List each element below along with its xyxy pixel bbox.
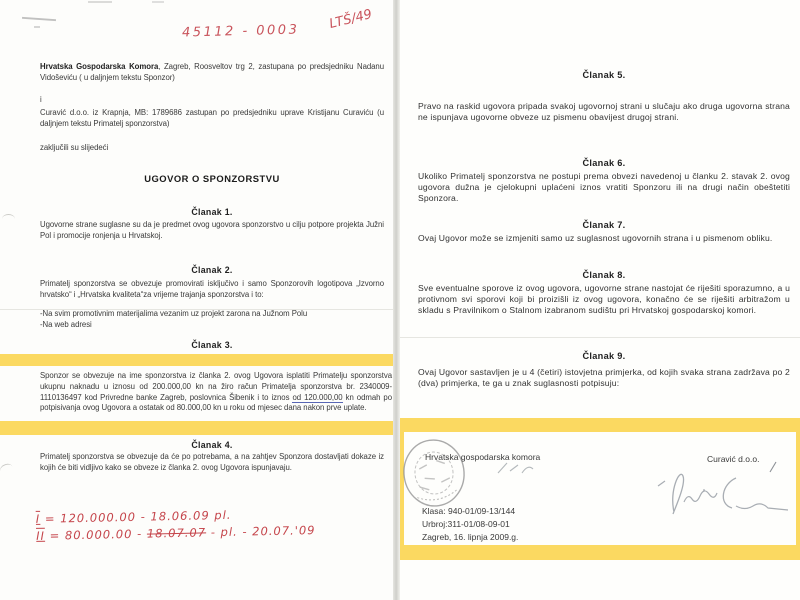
article-9-body: Ovaj Ugovor sastavljen je u 4 (četiri) istovjetna primjerka, od kojih svaka strana zadržava po 2 (dva) primjerka, te ga u znak suglasnosti potpisuju: — [418, 367, 790, 388]
lead-in: zaključili su slijedeći — [40, 143, 109, 152]
party1-paragraph — [40, 62, 384, 84]
article-2-heading: Članak 2. — [191, 265, 233, 275]
margin-mark — [0, 462, 14, 476]
pen-dot-mark — [34, 26, 40, 28]
round-stamp-icon — [395, 433, 472, 514]
article-1-body: Ugovorne strane suglasne su da je predmet ovog ugovora sponzorstvo u cilju potpore projekta Južni Pol i promocije ronjenja u Hrvatskoj. — [40, 220, 384, 240]
article-8-body: Sve eventualne sporove iz ovog ugovora, ugovorne strane nastojat će riješiti sporazumno, a u protivnom svi sporovi koji bi proizišli iz ovog ugovora, konačno će se riješiti arbitražom u skladu s Pravilnikom o Stalnom izabranom sudištu pri Hrvatskoj gospodarskoj komori. — [418, 283, 790, 315]
pen-dash-mark — [22, 17, 56, 21]
note-2-struck-date: 18.07.07 — [146, 525, 207, 541]
party1-rest: , Zagreb, Roosveltov trg 2, zastupana po predsjedniku Nadanu Vidoševiću ( u daljnjem tekstu Sponzor) — [40, 62, 384, 82]
article-9-heading: Članak 9. — [582, 351, 626, 361]
article-2-bullet-2: -Na web adresi — [40, 320, 92, 329]
article-3-heading: Članak 3. — [191, 340, 233, 350]
party1-name: Hrvatska Gospodarska Komora — [40, 62, 159, 71]
note-2-post: - pl. - 20.07.'09 — [210, 523, 316, 540]
handwritten-register-number: 45112 - 0003 — [181, 22, 300, 41]
place-date-line: Zagreb, 16. lipnja 2009.g. — [422, 532, 519, 542]
conjunction: i — [40, 95, 42, 104]
signatory-left-org: Hrvatska gospodarska komora — [425, 452, 541, 462]
scan-smudge — [152, 1, 164, 3]
page-divider — [393, 0, 400, 600]
highlight-band-bottom — [0, 421, 393, 435]
article-3-body-post: kn odmah po potpisivanja ovog Ugovora a ostatak od 80.000,00 kn u roku od mjesec dana nakon prve uplate. — [40, 392, 392, 413]
scan-smudge — [88, 1, 112, 3]
signature-scribble — [652, 460, 794, 522]
article-3-body-pre: Sponzor se obvezuje na ime sponzorstva iz članka 2. ovog Ugovora isplatiti Primatelju sponzorstva ukupnu naknadu u iznosu od 200.000,00 kn na žiro račun Primatelja sponzorstva br. 2340009-1110136497 kod Privredne banke Zagreb, poslovnica Šibenik i to iznos — [40, 371, 392, 402]
article-2-bullet-1: -Na svim promotivnim materijalima vezanim uz projekt zarona na Južnom Polu — [40, 309, 308, 318]
article-5-body: Pravo na raskid ugovora pripada svakoj ugovornoj strani u slučaju ako druga ugovorna strana ne ispunjava ugovorne obveze uz pismenu obavijest drugoj strani. — [418, 101, 790, 122]
page-right — [400, 0, 800, 600]
note-2-numeral: II — [36, 528, 46, 543]
klasa-line: Klasa: 940-01/09-13/144 — [422, 506, 516, 516]
article-4-body: Primatelj sponzorstva se obvezuje da će po potrebama, a na zahtjev Sponzora dostavljati dokaze iz kojih će biti vidljivo kako se obveze iz članka 2. ovog Ugovora ispunjavaju. — [40, 452, 384, 472]
note-2-pre: = 80.000.00 - — [49, 526, 143, 543]
article-2-body: Primatelj sponzorstva se obvezuje promovirati isključivo i samo Sponzorovih logotipova „Izvorno hrvatsko“ i „Hrvatska kvaliteta“za vrijeme trajanja sponzorstva i to: — [40, 279, 384, 299]
article-1-heading: Članak 1. — [191, 207, 233, 217]
article-6-heading: Članak 6. — [582, 158, 626, 168]
note-1-text: = 120.000.00 - 18.06.09 pl. — [44, 507, 232, 526]
handwritten-initials: LTŠ/49 — [327, 6, 374, 33]
note-1-numeral: I — [35, 511, 41, 526]
article-4-heading: Članak 4. — [191, 440, 233, 450]
article-7-heading: Članak 7. — [582, 220, 626, 230]
article-3-body — [40, 371, 392, 414]
party2-paragraph: Curavić d.o.o. iz Krapnja, MB: 1789686 zastupan po predsjedniku uprave Kristijanu Curaviću (u daljnjem tekstu Primatelj sponzorstva) — [40, 108, 384, 128]
page-left — [0, 0, 393, 600]
signatory-right-org: Curavić d.o.o. — [707, 454, 760, 464]
scan-streak — [400, 337, 800, 338]
article-8-heading: Članak 8. — [582, 270, 626, 280]
highlight-band-top — [0, 354, 393, 366]
margin-mark — [2, 214, 15, 224]
article-3-underlined-amount: od 120.000,00 — [292, 392, 343, 402]
handwritten-payment-notes — [36, 505, 316, 545]
pen-scribble — [495, 458, 537, 478]
article-7-body: Ovaj Ugovor može se izmjeniti samo uz suglasnost ugovornih strana i u pismenom obliku. — [418, 233, 773, 243]
urbroj-line: Urbroj:311-01/08-09-01 — [422, 519, 510, 529]
article-5-heading: Članak 5. — [582, 70, 626, 80]
article-6-body: Ukoliko Primatelj sponzorstva ne postupi prema obvezi navedenoj u članku 2. stavak 2. ovog ugovora dužna je cjelokupni uplaćeni iznos vratiti Sponzoru ili na drugi način obeštetiti Sponzora. — [418, 171, 790, 203]
contract-title: UGOVOR O SPONZORSTVU — [144, 173, 280, 184]
